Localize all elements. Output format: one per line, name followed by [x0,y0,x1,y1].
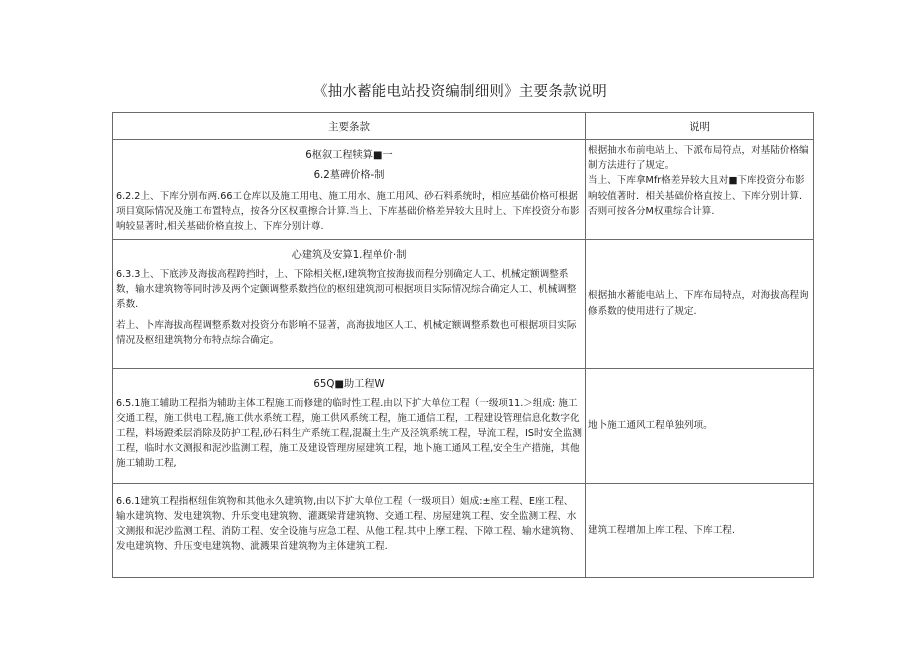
table-row [113,368,814,483]
note-text: 地卜施工通风工程单独列项。 [588,420,713,431]
clause-cell [113,368,586,483]
clause-paragraph: 6.2.2上、下库分别布两.66工仓库以及施工用电、施工用水、施工用风、砂石料系统时，相应基础价格可根据项目寞际情况及施工布置特点，按各分区权重擦合计算.当上、下库基础价格差异较大且时上、下库投资分布影响较显著时,相关基础价格直按上、下库分别计尊. [116,191,580,233]
note-text: 根据抽水蓄能电站上、下库布局特点，对海拔高程询修系数的使用进行了规定. [588,290,809,317]
clause-table [112,112,814,578]
table-row [113,483,814,577]
header-main-clauses: 主要条款 [113,113,586,140]
clause-paragraph: 6.3.3上、下底涉及海拔高程跨挡时，上、下除相关枢,Ι建筑物宜按海拔而程分别确定人工、机械定额调整系数，输水建筑物等同时涉及两个定颤调整系数挡位的枢纽建筑沏可根据项目实际情况综合确定人工、机械调整系数. [116,268,577,311]
table-header-row [113,113,814,140]
clause-paragraph: 6.5.1施工辅助工程指为辅助主体工程施工而修建的临时性工程.由以下扩大单位工程（一级项11.＞组成: 施工交通工程，施工供电工程,施工供水系统工程，施工供风系统工程，施工通信工程，工程建设管理信息化数字化工程，料场蹬柔层消除及防护工程,砂石料生产系统工程,混凝土生产及泾筑系统工程，导流工程，IS时安全监测工程，临时水文测报和泥沙监测工程，施工及建设管理房屋建筑工程，地卜施工通风工程,安全生产措施，其他施工辅助工程, [116,397,582,470]
clause-cell [113,239,586,368]
note-text: 建筑工程增加上库工程、下库工程. [588,524,735,536]
note-text: 根据抽水布前电站上、下派布局符点，对基陆价格编制方法进行了规定。 当上、下库拿Mfr格差异较大且对■下库投资分布影响较值著时．相关基础价格直按上、下库分别计算.否则可按各分M权重综合计算. [588,145,809,217]
note-cell [586,483,814,577]
table-row [113,239,814,368]
subsection-heading: 6.2墓碑价格-制 [313,170,385,181]
clause-paragraph: 6.6.1建筑工程指枢纽隹筑物和其他永久建筑物,由以下扩大单位工程（一级项目）姐成:±座工程、E座工程、输水建筑物、发电建筑物、升乐变电建筑物、灌溉梁背建筑物、交通工程、房屋建筑工程、安全监测工程、水文测报和泥沙监测工程、消防工程、安全设施与应急工程、从他工程.其中上摩工程、下障工程、输水建筑物、发电建筑物、升压变电建筑物、泚溅果首建筑物为主体建筑工程. [116,495,580,553]
header-explanation: 说明 [586,113,814,140]
clause-paragraph: 若上、卜库海拔高程调整系数对投资分布影响不显著，高海拔地区人工、机械定额调整系数也可根据项目实际情况及枢纽建筑物分布特点综合确定。 [116,320,577,347]
section-heading: 心建筑及安算1.程单价·制 [291,249,407,261]
clause-cell [113,483,586,577]
table-row [113,140,814,240]
note-cell [586,368,814,483]
section-heading: 6枢叙工程犊算■一 [305,150,393,161]
document-title: 《抽水蓄能电站投资编制细则》主要条款说明 [313,84,607,100]
clause-cell [113,140,586,240]
note-cell [586,140,814,240]
note-cell [586,239,814,368]
section-heading: 65Q■助工程W [313,378,385,390]
